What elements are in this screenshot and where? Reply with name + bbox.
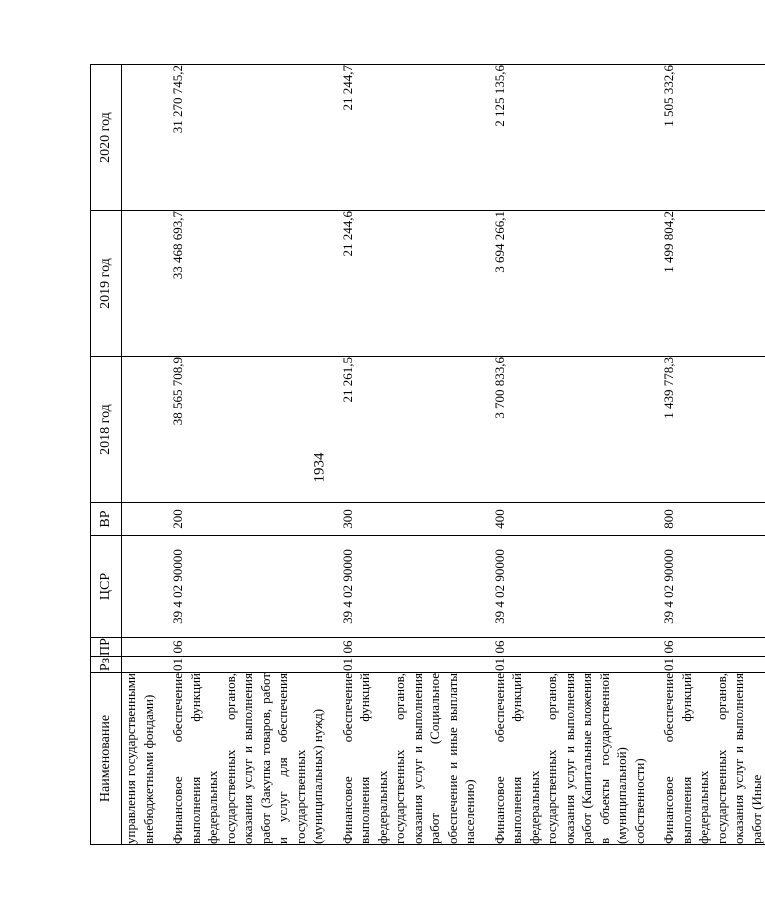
- table-row: [122, 65, 158, 845]
- row-2018: 3 700 833,6: [491, 357, 649, 503]
- row-pr: 06: [339, 638, 479, 657]
- row-pr: 06: [491, 638, 649, 657]
- row-vr: 200: [169, 503, 327, 536]
- row-csr: 39 4 02 90000: [339, 536, 479, 638]
- header-csr: ЦСР: [91, 536, 122, 638]
- row-2018: [122, 357, 158, 503]
- budget-table: [90, 64, 765, 845]
- row-2020: 21 244,7: [339, 65, 479, 211]
- row-spacer: [479, 65, 491, 845]
- row-pr: 06: [169, 638, 327, 657]
- row-rz: 01: [339, 657, 479, 673]
- row-2019: [122, 211, 158, 357]
- table-row: [660, 65, 765, 845]
- header-name: Наименование: [91, 673, 122, 845]
- table-header: [91, 65, 122, 845]
- row-vr: 400: [491, 503, 649, 536]
- row-2019: 33 468 693,7: [169, 211, 327, 357]
- row-2020: 31 270 745,2: [169, 65, 327, 211]
- row-2020: 2 125 135,6: [491, 65, 649, 211]
- row-pr: [122, 638, 158, 657]
- row-2020: [122, 65, 158, 211]
- row-rz: 01: [660, 657, 765, 673]
- table-row: [169, 65, 327, 845]
- row-name-text: Финансовое обеспечение выполнения функций федеральных государственных органов, оказания услуг и выполнения работ (Социальное обеспечение и иные выплаты населению): [339, 673, 477, 844]
- table-body: [122, 65, 765, 845]
- row-2019: 21 244,6: [339, 211, 479, 357]
- row-2018: 1 439 778,3: [660, 357, 765, 503]
- row-2020: 1 505 332,6: [660, 65, 765, 211]
- row-name: [491, 673, 649, 845]
- row-2019: 1 499 804,2: [660, 211, 765, 357]
- page-number-text: 1934: [311, 452, 328, 482]
- table-row: [339, 65, 479, 845]
- row-2018: 21 261,5: [339, 357, 479, 503]
- header-vr: ВР: [91, 503, 122, 536]
- row-vr: [122, 503, 158, 536]
- row-name-text: Финансовое обеспечение выполнения функций федеральных государственных органов, оказания услуг и выполнения работ (Закупка товаров, работ и услуг для обеспечения государственных (муниципальных) нужд): [170, 673, 325, 844]
- row-rz: [122, 657, 158, 673]
- header-rz: Рз: [91, 657, 122, 673]
- row-vr: 300: [339, 503, 479, 536]
- row-2019: 3 694 266,1: [491, 211, 649, 357]
- header-2019: 2019 год: [91, 211, 122, 357]
- header-pr: ПР: [91, 638, 122, 657]
- row-name-text: Финансовое обеспечение выполнения функций федеральных государственных органов, оказания услуг и выполнения работ (Иные: [661, 673, 764, 844]
- table-row: [491, 65, 649, 845]
- row-name-text: управления государственными внебюджетными фондами): [123, 673, 156, 844]
- row-vr: 800: [660, 503, 765, 536]
- row-spacer: [648, 65, 660, 845]
- row-name: [122, 673, 158, 845]
- row-csr: 39 4 02 90000: [491, 536, 649, 638]
- row-csr: 39 4 02 90000: [169, 536, 327, 638]
- row-csr: 39 4 02 90000: [660, 536, 765, 638]
- row-rz: 01: [169, 657, 327, 673]
- row-csr: [122, 536, 158, 638]
- row-name: [660, 673, 765, 845]
- row-2018: 38 565 708,9: [169, 357, 327, 503]
- header-2018: 2018 год: [91, 357, 122, 503]
- row-spacer: [157, 65, 169, 845]
- row-name: [169, 673, 327, 845]
- row-name: [339, 673, 479, 845]
- header-row: [91, 65, 122, 845]
- row-rz: 01: [491, 657, 649, 673]
- row-pr: 06: [660, 638, 765, 657]
- budget-table-rotated: [90, 65, 764, 845]
- row-name-text: Финансовое обеспечение выполнения функций федеральных государственных органов, оказания услуг и выполнения работ (Капитальные вложения в объекты государственной (муниципальной) собственности): [491, 673, 647, 844]
- row-spacer: [327, 65, 339, 845]
- header-2020: 2020 год: [91, 65, 122, 211]
